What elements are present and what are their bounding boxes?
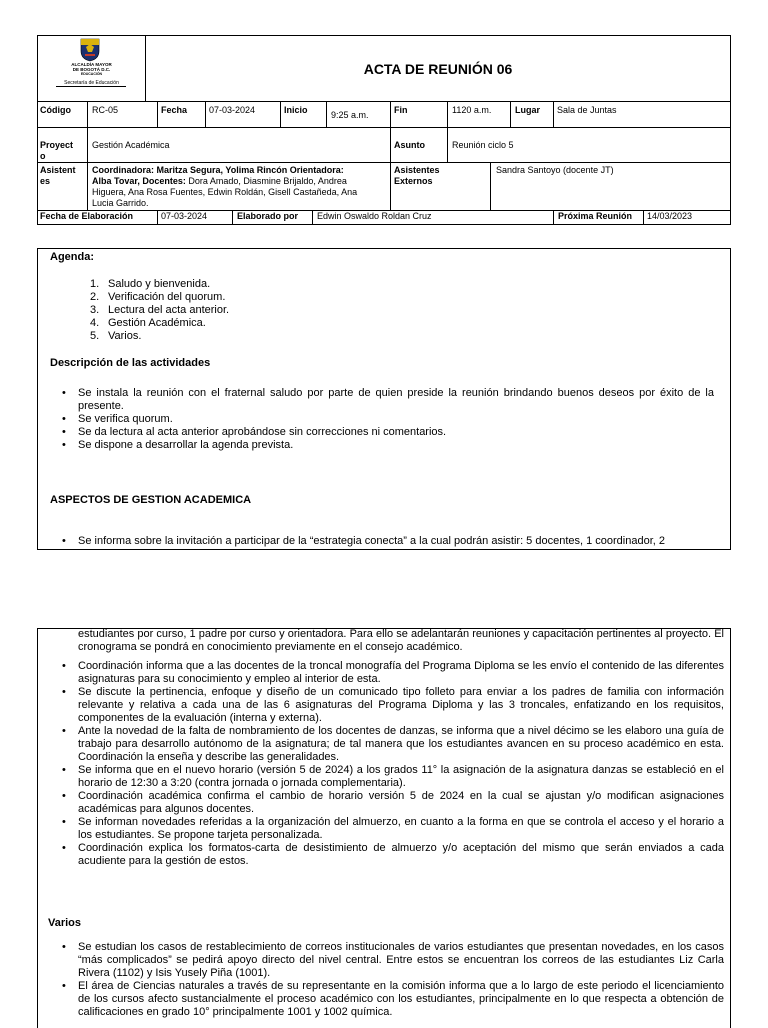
list-item: • Se instala la reunión con el fraternal saludo por parte de quien preside la reunión brindando buenos deseos por éxito de la presente.	[50, 387, 714, 413]
varios-heading: Varios	[48, 917, 82, 929]
asistentes-value	[92, 165, 390, 209]
fin-value: 1120 a.m.	[452, 105, 492, 115]
agenda-item	[52, 304, 712, 317]
fin-label: Fin	[394, 105, 408, 115]
externos-value: Sandra Santoyo (docente JT)	[496, 165, 614, 175]
agenda-item-number: 5.	[90, 330, 100, 342]
gestion-continuation: estudiantes por curso, 1 padre por curso y orientadora. Para ello se adelantarán reuniones y capacitación pertinentes al proyecto. El cronograma se pondrá en conocimiento previamente en el consejo académico.	[78, 628, 724, 653]
agenda-list	[52, 278, 712, 343]
inicio-label: Inicio	[284, 105, 308, 115]
logo-text: DE BOGOTÁ D.C.	[72, 67, 111, 72]
logo-subtitle: Secretaría de Educación	[64, 80, 119, 86]
lugar-value: Sala de Juntas	[557, 105, 617, 115]
content-box-page2	[37, 628, 731, 1028]
coat-of-arms-icon	[79, 38, 101, 62]
actividades-heading: Descripción de las actividades	[50, 357, 211, 369]
proxima-reunion-value: 14/03/2023	[647, 211, 693, 221]
asistentes-label	[40, 165, 76, 187]
asunto-value: Reunión ciclo 5	[452, 140, 514, 150]
agenda-item-number: 3.	[90, 304, 100, 316]
proyecto-value: Gestión Académica	[92, 140, 170, 150]
agenda-item-text: Lectura del acta anterior.	[108, 304, 230, 316]
logo-text: EDUCACIÓN	[80, 72, 103, 76]
proyecto-label-line: o	[40, 151, 46, 161]
externos-label-line: Asistentes	[394, 165, 440, 175]
content-box-page1	[37, 248, 731, 550]
inicio-value: 9:25 a.m.	[331, 110, 369, 120]
list-item: • El área de Ciencias naturales a través de su representante en la comisión informa que a lo largo de este periodo el licenciamiento de los cursos afecto sustancialmente el proceso académico con los estudiantes, principalmente en lo que respecta a obtención de calificaciones en grado 10° principalmente 1001 y 1002 química.	[50, 980, 724, 1019]
asistentes-line: Lucia Garrido.	[92, 198, 149, 208]
list-item: • Se informa que en el nuevo horario (versión 5 de 2024) a los grados 11° la asignación de la asignatura danzas se estableció en el horario de 12:30 a 3:20 (contra jornada o jornada complementaria).	[50, 764, 724, 790]
page-title: ACTA DE REUNIÓN 06	[363, 61, 513, 77]
actividades-list	[50, 387, 714, 452]
asistentes-label-line: es	[40, 176, 51, 186]
agenda-item-text: Verificación del quorum.	[108, 291, 226, 303]
agenda-item	[52, 291, 712, 304]
gestion-heading: ASPECTOS DE GESTION ACADEMICA	[50, 494, 252, 506]
list-item: • Se verifica quorum.	[50, 413, 714, 426]
logo-text: ALCALDÍA MAYOR	[71, 62, 112, 67]
proyecto-label	[40, 140, 73, 162]
varios-list	[50, 941, 724, 1019]
list-item: • Coordinación explica los formatos-carta de desistimiento de almuerzo y/o aceptación del mismo que serán enviados a cada acudiente para la gestión de estos.	[50, 842, 724, 868]
agenda-item	[52, 317, 712, 330]
list-item: • Se estudian los casos de restablecimiento de correos institucionales de varios estudiantes que presentan novedades, en los casos “más complicados” se pedirá apoyo directo del nivel central. Entre estos se encuentran los correos de las estudiantes Liz Carla Rivera (1102) y Isis Yusely Piña (1001).	[50, 941, 724, 980]
elaborado-label: Elaborado por	[237, 211, 299, 221]
agenda-heading: Agenda:	[50, 251, 94, 263]
agenda-item-text: Saludo y bienvenida.	[108, 278, 211, 290]
list-item: • Se informan novedades referidas a la organización del almuerzo, en cuanto a la forma en que se controla el acceso y el horario a los estudiantes. Se propone tarjeta personalizada.	[50, 816, 724, 842]
lugar-label: Lugar	[515, 105, 541, 115]
agenda-item-text: Varios.	[108, 330, 142, 342]
gestion-first-list	[50, 535, 714, 548]
agenda-item-text: Gestión Académica.	[108, 317, 206, 329]
proyecto-label-line: Proyect	[40, 140, 74, 150]
agenda-item	[52, 278, 712, 291]
title-cell	[145, 35, 731, 102]
agenda-item-number: 2.	[90, 291, 100, 303]
asistentes-line: Higuera, Ana Rosa Fuentes, Edwin Roldán, Gisell Castañeda, Ana	[92, 187, 358, 197]
externos-label-line: Externos	[394, 176, 433, 186]
agenda-item-number: 1.	[90, 278, 100, 290]
asistentes-label-line: Asistent	[40, 165, 76, 175]
codigo-value: RC-05	[92, 105, 119, 115]
fecha-value: 07-03-2024	[209, 105, 256, 115]
fecha-label: Fecha	[161, 105, 188, 115]
list-item: • Se informa sobre la invitación a participar de la “estrategia conecta” a la cual podrán asistir: 5 docentes, 1 coordinador, 2	[50, 535, 714, 548]
externos-label	[394, 165, 440, 187]
gestion-list	[50, 660, 724, 868]
list-item: • Se da lectura al acta anterior aprobándose sin correcciones ni comentarios.	[50, 426, 714, 439]
asistentes-line: Dora Amado, Diasmine Brijaldo, Andrea	[185, 176, 347, 186]
list-item: • Coordinación informa que a las docentes de la troncal monografía del Programa Diploma se les envío el contenido de las diferentes asignaturas para su conocimiento y empleo al interior de esta.	[50, 660, 724, 686]
agenda-item-number: 4.	[90, 317, 100, 329]
proxima-reunion-label: Próxima Reunión	[558, 211, 633, 221]
list-item: • Se dispone a desarrollar la agenda prevista.	[50, 439, 714, 452]
agenda-item	[52, 330, 712, 343]
fecha-elaboracion-value: 07-03-2024	[161, 211, 208, 221]
asunto-label: Asunto	[394, 140, 425, 150]
list-item: • Se discute la pertinencia, enfoque y diseño de un comunicado tipo folleto para enviar a los padres de familia con información relevante y relativa a cada una de las 6 asignaturas del Programa Diploma y las 3 troncales, enfatizando en los requisitos, componentes de la evaluación (interna y externa).	[50, 686, 724, 725]
asistentes-line: Coordinadora: Maritza Segura, Yolima Rincón Orientadora:	[92, 165, 344, 175]
list-item: • Coordinación académica confirma el cambio de horario versión 5 de 2024 en la cual se ajustan y/o modifican asignaciones académicas para algunos docentes.	[50, 790, 724, 816]
fecha-elaboracion-label: Fecha de Elaboración	[40, 211, 134, 221]
codigo-label: Código	[40, 105, 71, 115]
asistentes-docentes-label: Alba Tovar, Docentes:	[92, 176, 186, 186]
list-item: • Ante la novedad de la falta de nombramiento de los docentes de danzas, se informa que a nivel décimo se les elaboro una guía de trabajo para desarrollo autónomo de la asignatura; de tal manera que los estudiantes avancen en su proceso académico en esta. Coordinación la enseña y describe las generalidades.	[50, 725, 724, 764]
elaborado-value: Edwin Oswaldo Roldan Cruz	[317, 211, 432, 221]
logo-cell	[37, 35, 146, 102]
